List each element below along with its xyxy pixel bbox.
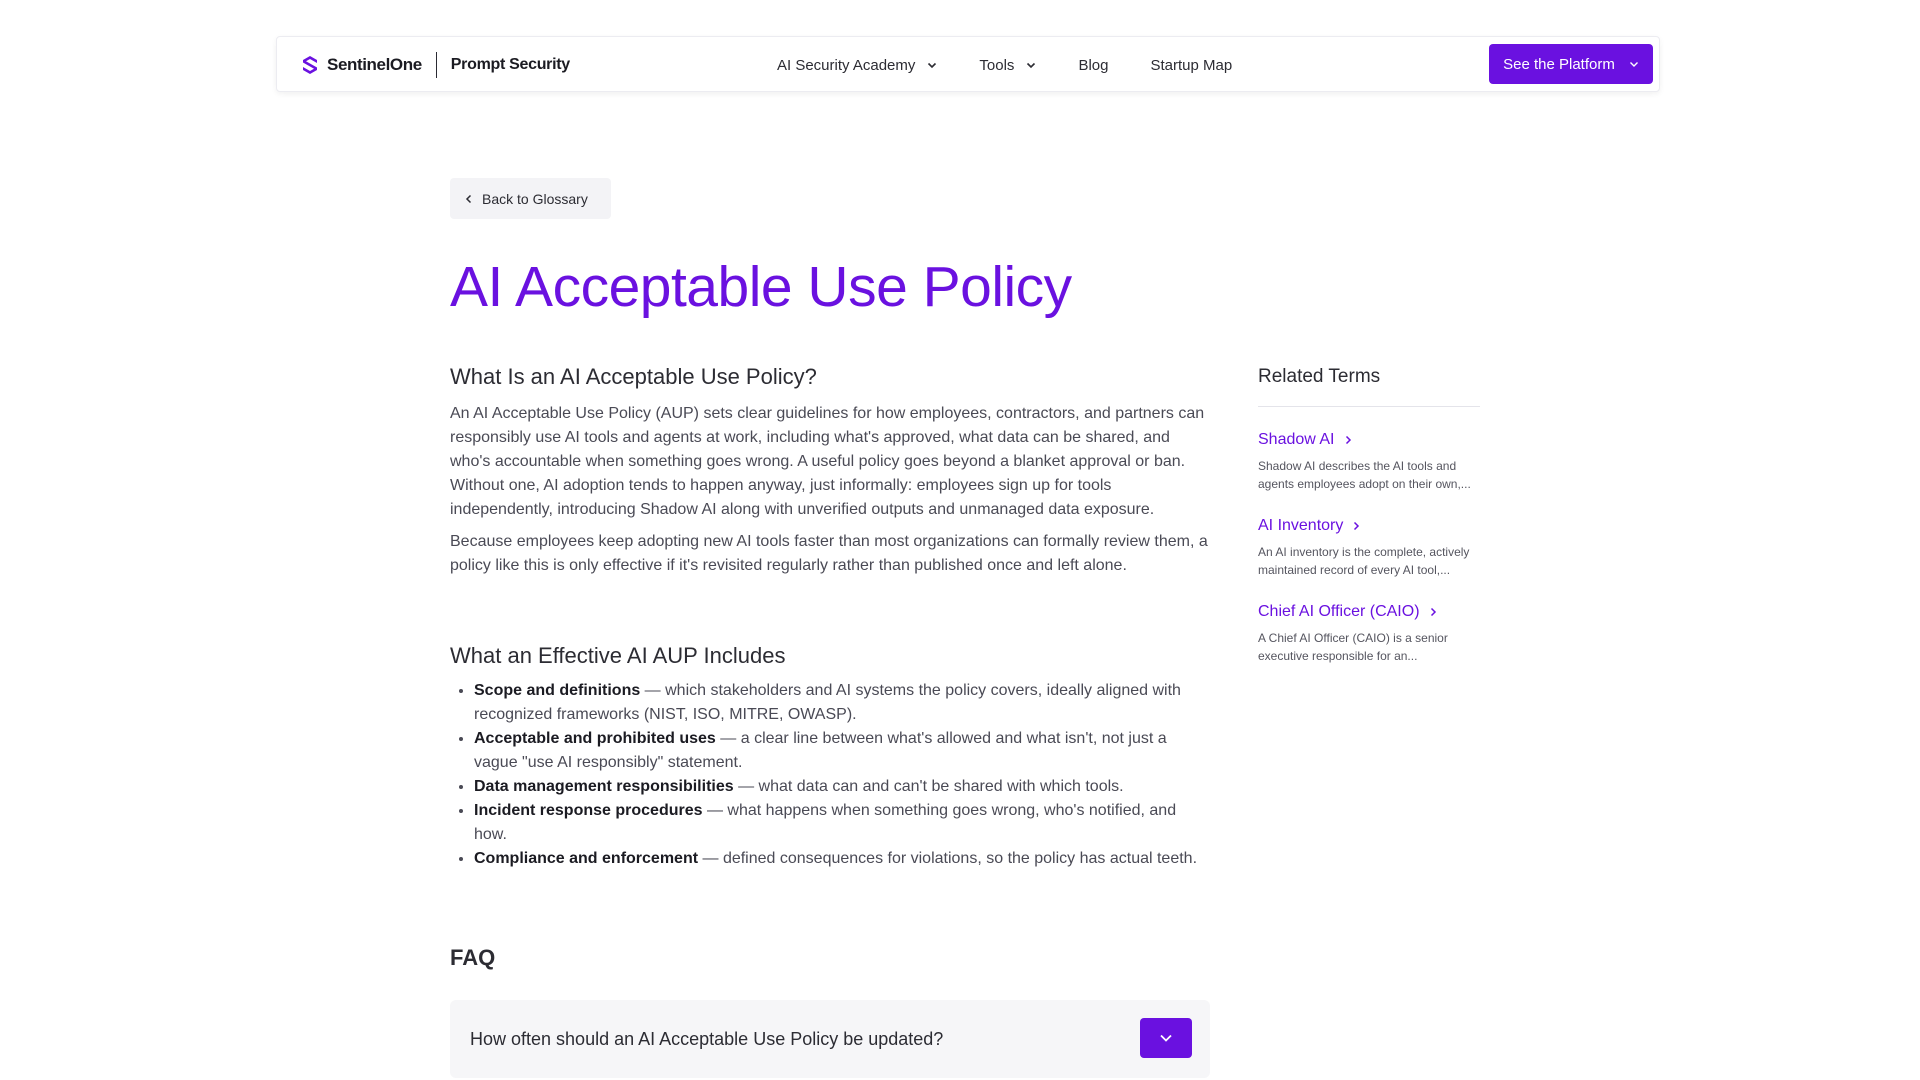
nav-item-startup-map[interactable]	[1150, 57, 1232, 74]
faq-item[interactable]	[450, 1000, 1210, 1078]
related-term	[1258, 601, 1480, 665]
brand-sub: Prompt Security	[450, 56, 570, 73]
related-terms-sidebar	[1258, 362, 1480, 665]
list-item-text: — what data can and can't be shared with which tools.	[733, 778, 1124, 795]
sentinelone-logo-icon	[299, 54, 321, 76]
section-heading: What Is an AI Acceptable Use Policy?	[450, 364, 817, 389]
nav-item-tools[interactable]	[979, 57, 1036, 74]
list-item-term: Incident response procedures	[474, 802, 703, 819]
faq-expand-button[interactable]	[1140, 1018, 1192, 1058]
list-item	[474, 679, 1210, 727]
section-includes	[450, 641, 1210, 871]
chevron-right-icon	[1351, 521, 1361, 531]
brand-divider	[436, 52, 437, 78]
nav-label: AI Security Academy	[777, 56, 916, 74]
related-term-desc: A Chief AI Officer (CAIO) is a senior executive responsible for an...	[1258, 631, 1448, 663]
page-title: AI Acceptable Use Policy	[450, 255, 1072, 319]
brand-name: SentinelOne	[327, 55, 422, 74]
paragraph: Because employees keep adopting new AI tools faster than most organizations can formally review them, a policy like this is only effective if it's revisited regularly rather than published once and left alone.	[450, 533, 1208, 574]
related-term-link-shadow-ai[interactable]	[1258, 429, 1480, 451]
nav-item-ai-security-academy[interactable]	[777, 57, 937, 74]
list-item-term: Scope and definitions	[474, 682, 641, 699]
nav-label: Startup Map	[1150, 56, 1233, 74]
chevron-down-icon	[1629, 59, 1639, 69]
related-term-link-chief-ai-officer[interactable]	[1258, 601, 1480, 623]
chevron-right-icon	[1428, 607, 1438, 617]
faq-heading: FAQ	[450, 945, 496, 970]
related-term-desc: Shadow AI describes the AI tools and agents employees adopt on their own,...	[1258, 459, 1471, 491]
faq-question: How often should an AI Acceptable Use Policy be updated?	[470, 1028, 944, 1049]
divider	[1258, 406, 1480, 407]
list-item-text: — defined consequences for violations, so the policy has actual teeth.	[698, 850, 1198, 867]
chevron-left-icon	[464, 194, 474, 204]
related-term-label: Chief AI Officer (CAIO)	[1258, 603, 1420, 620]
chevron-right-icon	[1343, 435, 1353, 445]
list-item	[474, 727, 1210, 775]
list-item-text: — what happens when something goes wrong, who's notified, and how.	[474, 802, 1177, 843]
list-item-text: — which stakeholders and AI systems the policy covers, ideally aligned with recognized frameworks (NIST, ISO, MITRE, OWASP).	[474, 682, 1181, 723]
related-term	[1258, 515, 1480, 579]
related-term-desc: An AI inventory is the complete, actively maintained record of every AI tool,...	[1258, 545, 1470, 577]
back-label: Back to Glossary	[482, 190, 588, 207]
paragraph: An AI Acceptable Use Policy (AUP) sets clear guidelines for how employees, contractors, and partners can responsibly use AI tools and agents at work, including what's approved, what data can be shared, and who's accountable when something goes wrong. A useful policy goes beyond a blanket approval or ban. Without one, AI adoption tends to happen anyway, just informally: employees sign up for tools independently, introducing Shadow AI along with unverified outputs and unmanaged data exposure.	[450, 405, 1205, 518]
list-item-text: — a clear line between what's allowed and what isn't, not just a vague "use AI responsibly" statement.	[474, 730, 1167, 771]
related-terms-title: Related Terms	[1258, 366, 1381, 387]
includes-list	[450, 679, 1210, 871]
see-the-platform-button[interactable]	[1489, 44, 1653, 84]
nav-label: Blog	[1078, 56, 1109, 74]
chevron-down-icon	[927, 60, 937, 70]
related-term-label: Shadow AI	[1258, 431, 1335, 448]
list-item-term: Compliance and enforcement	[474, 850, 699, 867]
chevron-down-icon	[1026, 60, 1036, 70]
list-item-term: Data management responsibilities	[474, 778, 734, 795]
cta-label: See the Platform	[1503, 55, 1615, 73]
list-item-term: Acceptable and prohibited uses	[474, 730, 716, 747]
top-navbar	[276, 36, 1660, 92]
section-what-is	[450, 362, 1210, 578]
nav-item-blog[interactable]	[1078, 57, 1108, 74]
list-item	[474, 799, 1210, 847]
related-term-label: AI Inventory	[1258, 517, 1344, 534]
chevron-down-icon	[1158, 1030, 1174, 1046]
list-item	[474, 775, 1210, 799]
related-term-link-ai-inventory[interactable]	[1258, 515, 1480, 537]
main-nav	[777, 37, 1232, 93]
related-term	[1258, 429, 1480, 493]
brand[interactable]	[299, 37, 570, 93]
list-item	[474, 847, 1210, 871]
section-heading: What an Effective AI AUP Includes	[450, 643, 786, 668]
nav-label: Tools	[979, 56, 1015, 74]
back-to-glossary-button[interactable]	[450, 178, 611, 219]
